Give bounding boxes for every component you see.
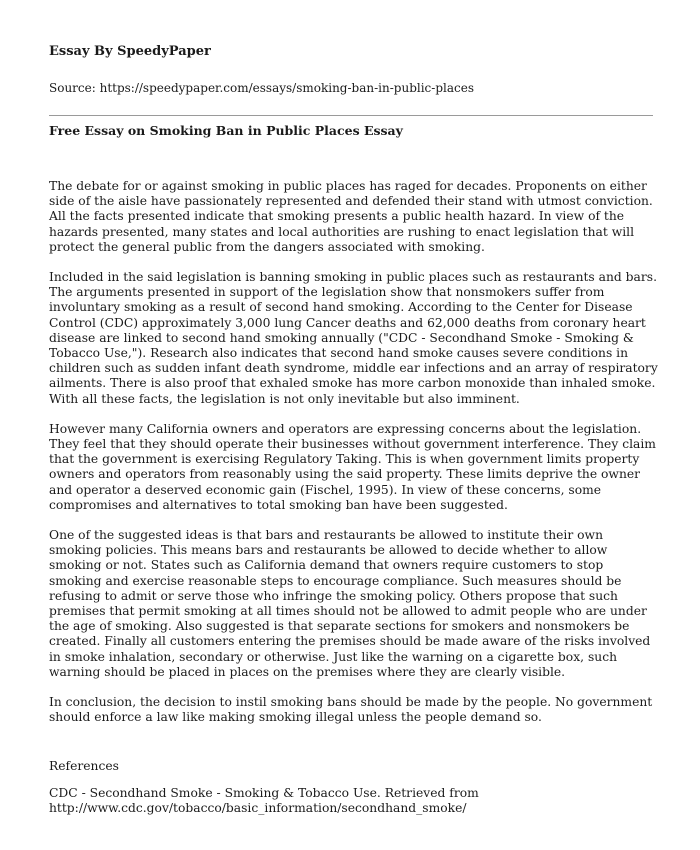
essay-author-heading: Essay By SpeedyPaper (49, 44, 211, 59)
paragraph-3: However many California owners and operators are expressing concerns about the legislation. They feel that they should operate their businesses without government interference. They claim that the government is exercising Regulatory Taking. This is when government limits property owners and operators from reasonably using the said property. These limits deprive the owner and operator a deserved economic gain (Fischel, 1995). In view of these concerns, some compromises and alternatives to total smoking ban have been suggested. (49, 421, 656, 512)
header-divider (49, 115, 653, 116)
document-page (49, 30, 659, 816)
essay-body (49, 179, 659, 726)
paragraph-1: The debate for or against smoking in public places has raged for decades. Proponents on either side of the aisle have passionately represented and defended their stand with utmost conviction. All the facts presented indicate that smoking presents a public health hazard. In view of the hazards presented, many states and local authorities are rushing to enact legislation that will protect the general public from the dangers associated with smoking. (49, 179, 653, 254)
essay-title: Free Essay on Smoking Ban in Public Places Essay (49, 123, 403, 138)
reference-entry: CDC - Secondhand Smoke - Smoking & Tobacco Use. Retrieved from http://www.cdc.gov/tobacco/basic_information/secondhand_smoke/ (49, 785, 479, 815)
paragraph-5: In conclusion, the decision to instil smoking bans should be made by the people. No government should enforce a law like making smoking illegal unless the people demand so. (49, 695, 653, 725)
paragraph-2: Included in the said legislation is banning smoking in public places such as restaurants and bars. The arguments presented in support of the legislation show that nonsmokers suffer from involuntary smoking as a result of second hand smoking. According to the Center for Disease Control (CDC) approximately 3,000 lung Cancer deaths and 62,000 deaths from coronary heart disease are linked to second hand smoking annually ("CDC - Secondhand Smoke - Smoking & Tobacco Use,"). Research also indicates that second hand smoke causes severe conditions in children such as sudden infant death syndrome, middle ear infections and an array of respiratory ailments. There is also proof that exhaled smoke has more carbon monoxide than inhaled smoke. With all these facts, the legislation is not only inevitable but also imminent. (49, 270, 658, 406)
paragraph-4: One of the suggested ideas is that bars and restaurants be allowed to institute their own smoking policies. This means bars and restaurants be allowed to decide whether to allow smoking or not. States such as California demand that owners require customers to stop smoking and exercise reasonable steps to encourage compliance. Such measures should be refusing to admit or serve those who infringe the smoking policy. Others propose that such premises that permit smoking at all times should not be allowed to admit people who are under the age of smoking. Also suggested is that separate sections for smokers and nonsmokers be created. Finally all customers entering the premises should be made aware of the risks involved in smoke inhalation, secondary or otherwise. Just like the warning on a cigarette box, such warning should be placed in places on the premises where they are clearly visible. (49, 528, 651, 679)
references-heading: References (49, 758, 119, 773)
source-line: Source: https://speedypaper.com/essays/smoking-ban-in-public-places (49, 81, 474, 95)
